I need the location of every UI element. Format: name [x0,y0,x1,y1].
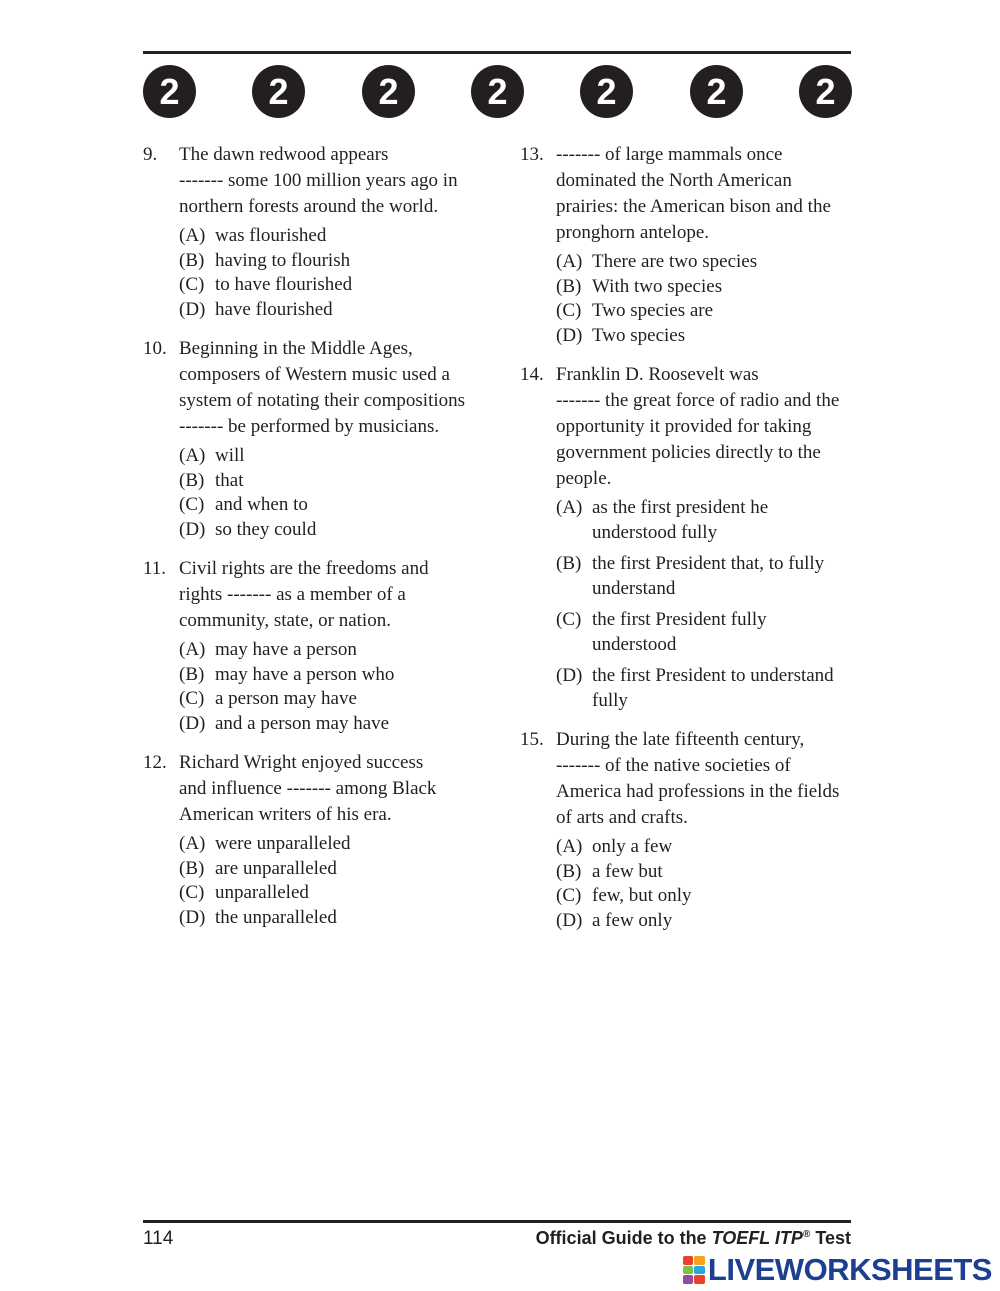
answer-option-letter: (C) [556,300,582,321]
section-badges [143,65,852,118]
question-stem [179,142,488,220]
answer-option-text: were unparalleled [215,833,351,854]
answer-option-letter: (B) [179,469,205,491]
question-stem [556,142,860,246]
answer-option-text: having to flourish [215,249,351,271]
logo-tile [683,1275,694,1284]
question-stem-line: composers of Western music used a [179,364,450,385]
answer-options [179,444,488,542]
footer-book-title [536,1228,851,1249]
question-stem-line: ------- some 100 million years ago in [179,170,458,191]
answer-option-text: understood fully [592,521,718,543]
answer-option-text: are unparalleled [215,857,337,879]
answer-option-letter: (D) [179,298,206,320]
answer-option-letter: (C) [179,882,205,903]
answer-option-text: fully [592,689,628,711]
answer-option-letter: (A) [179,445,206,466]
question-stem-line: Civil rights are the freedoms and [179,558,429,579]
question-stem-line: The dawn redwood appears [179,144,389,165]
question-stem [179,750,488,828]
answer-options [556,496,860,713]
answer-option[interactable] [179,493,488,518]
logo-tile [683,1266,694,1275]
question-stem-line: government policies directly to the [556,442,821,463]
answer-option[interactable] [179,273,488,298]
question-stem-line: America had professions in the fields [556,781,840,802]
answer-option-letter: (B) [556,275,582,297]
question-stem [556,727,860,831]
answer-option[interactable] [556,664,860,713]
question-stem-line: prairies: the American bison and the [556,196,831,217]
answer-option-text: so they could [215,518,317,540]
question-item [520,142,860,348]
answer-options [179,832,488,930]
question-item [143,336,488,542]
answer-option-text: Two species are [592,300,714,321]
question-stem-line: ------- of large mammals once [556,144,783,165]
answer-option[interactable] [179,298,488,323]
answer-option[interactable] [179,469,488,494]
page-number: 114 [143,1228,174,1249]
question-item [520,727,860,933]
answer-option-text: the first President fully [592,609,767,630]
question-stem-line: opportunity it provided for taking [556,416,812,437]
question-stem-line: dominated the North American [556,170,792,191]
answer-option-text: understood [592,633,677,655]
answer-option-letter: (C) [556,609,582,630]
answer-option-letter: (D) [556,665,583,686]
question-item [143,556,488,736]
answer-option[interactable] [556,496,860,545]
watermark-text: LIVEWORKSHEETS [707,1252,992,1287]
answer-option-letter: (C) [179,688,205,709]
answer-option[interactable] [556,608,860,657]
answer-option-letter: (B) [179,249,205,271]
answer-option[interactable] [179,663,488,688]
question-number: 15. [520,729,544,750]
question-number: 9. [143,144,158,165]
answer-option-letter: (A) [556,836,583,857]
section-number-badge: 2 [362,65,415,118]
liveworksheets-logo-icon [683,1256,705,1284]
question-stem-line: ------- of the native societies of [556,755,791,776]
answer-option-letter: (A) [179,833,206,854]
answer-option[interactable] [556,324,860,349]
answer-option-text: as the first president he [592,497,769,518]
answer-option[interactable] [556,835,860,860]
answer-option-letter: (C) [179,274,205,295]
section-number-badge: 2 [799,65,852,118]
answer-option-text: was flourished [215,225,327,246]
answer-option-text: few, but only [592,885,692,906]
question-stem [556,362,860,492]
answer-option-text: and a person may have [215,712,390,734]
question-stem-line: Franklin D. Roosevelt was [556,364,759,385]
answer-option-text: that [215,469,244,491]
liveworksheets-watermark [683,1252,992,1288]
answer-option[interactable] [179,857,488,882]
question-stem-line: of arts and crafts. [556,807,688,828]
answer-option-text: With two species [592,275,723,297]
answer-option-text: a few but [592,860,663,882]
answer-option-text: the first President to understand [592,665,834,686]
answer-option-text: may have a person [215,639,357,660]
answer-option[interactable] [179,518,488,543]
answer-option-letter: (C) [179,494,205,515]
answer-option[interactable] [179,906,488,931]
question-item [520,362,860,713]
section-number-badge: 2 [143,65,196,118]
answer-option-letter: (D) [556,324,583,346]
question-number: 12. [143,752,167,773]
footer-title-prefix: Official Guide to the [535,1228,712,1248]
section-number-badge: 2 [690,65,743,118]
answer-option-letter: (A) [179,639,206,660]
question-stem-line: northern forests around the world. [179,196,439,217]
answer-option-text: and when to [215,494,308,515]
answer-option-letter: (A) [179,225,206,246]
answer-option-text: have flourished [215,298,333,320]
answer-option-letter: (D) [556,909,583,931]
question-stem-line: system of notating their compositions [179,390,466,411]
logo-tile [694,1275,705,1284]
answer-option-text: only a few [592,836,673,857]
answer-option[interactable] [556,275,860,300]
right-question-column [520,142,860,947]
answer-option[interactable] [179,224,488,249]
answer-option-text: will [215,445,245,466]
answer-option[interactable] [556,860,860,885]
question-stem-line: rights ------- as a member of a [179,584,406,605]
footer-registered-mark: ® [802,1229,811,1240]
answer-option-letter: (A) [556,497,583,518]
section-number-badge: 2 [252,65,305,118]
answer-option-text: the first President that, to fully [592,553,825,574]
answer-option[interactable] [179,881,488,906]
question-stem-line: During the late fifteenth century, [556,729,805,750]
answer-option-letter: (B) [179,663,205,685]
footer-title-suffix: Test [810,1228,851,1248]
question-stem-line: ------- be performed by musicians. [179,416,440,437]
answer-option[interactable] [556,250,860,275]
question-stem-line: American writers of his era. [179,804,392,825]
question-number: 11. [143,558,167,579]
answer-option-letter: (C) [556,885,582,906]
answer-option[interactable] [556,909,860,934]
answer-options [556,835,860,933]
answer-options [179,638,488,736]
question-stem [179,336,488,440]
answer-option-letter: (D) [179,712,206,734]
answer-option[interactable] [179,712,488,737]
question-stem [179,556,488,634]
question-number: 10. [143,338,167,359]
answer-option[interactable] [179,832,488,857]
question-stem-line: people. [556,468,612,489]
answer-option[interactable] [556,884,860,909]
question-stem-line: community, state, or nation. [179,610,391,631]
answer-option-text: to have flourished [215,274,353,295]
section-number-badge: 2 [580,65,633,118]
answer-option-letter: (B) [556,860,582,882]
footer-title-italic: TOEFL ITP [711,1228,803,1248]
answer-option[interactable] [179,444,488,469]
answer-option-text: understand [592,577,676,599]
answer-options [179,224,488,322]
answer-option[interactable] [556,552,860,601]
answer-option-letter: (B) [179,857,205,879]
answer-option-letter: (B) [556,553,582,574]
answer-option-text: unparalleled [215,882,309,903]
answer-option[interactable] [179,638,488,663]
answer-option-text: a few only [592,909,673,931]
question-stem-line: ------- the great force of radio and the [556,390,840,411]
question-stem-line: pronghorn antelope. [556,222,710,243]
top-rule [143,51,851,54]
question-item [143,750,488,930]
answer-option[interactable] [179,687,488,712]
answer-option-text: There are two species [592,251,758,272]
logo-tile [694,1256,705,1265]
answer-option-text: the unparalleled [215,906,337,928]
bottom-rule [143,1220,851,1223]
question-stem-line: and influence ------- among Black [179,778,437,799]
answer-options [556,250,860,348]
logo-tile [694,1266,705,1275]
answer-option[interactable] [556,299,860,324]
section-number-badge: 2 [471,65,524,118]
question-number: 14. [520,364,544,385]
question-stem-line: Richard Wright enjoyed success [179,752,424,773]
left-question-column [143,142,488,944]
answer-option-letter: (D) [179,906,206,928]
answer-option-text: may have a person who [215,663,395,685]
logo-tile [683,1256,694,1265]
answer-option-text: Two species [592,324,686,346]
question-stem-line: Beginning in the Middle Ages, [179,338,413,359]
answer-option[interactable] [179,249,488,274]
question-number: 13. [520,144,544,165]
answer-option-letter: (A) [556,251,583,272]
question-item [143,142,488,322]
answer-option-text: a person may have [215,688,357,709]
answer-option-letter: (D) [179,518,206,540]
